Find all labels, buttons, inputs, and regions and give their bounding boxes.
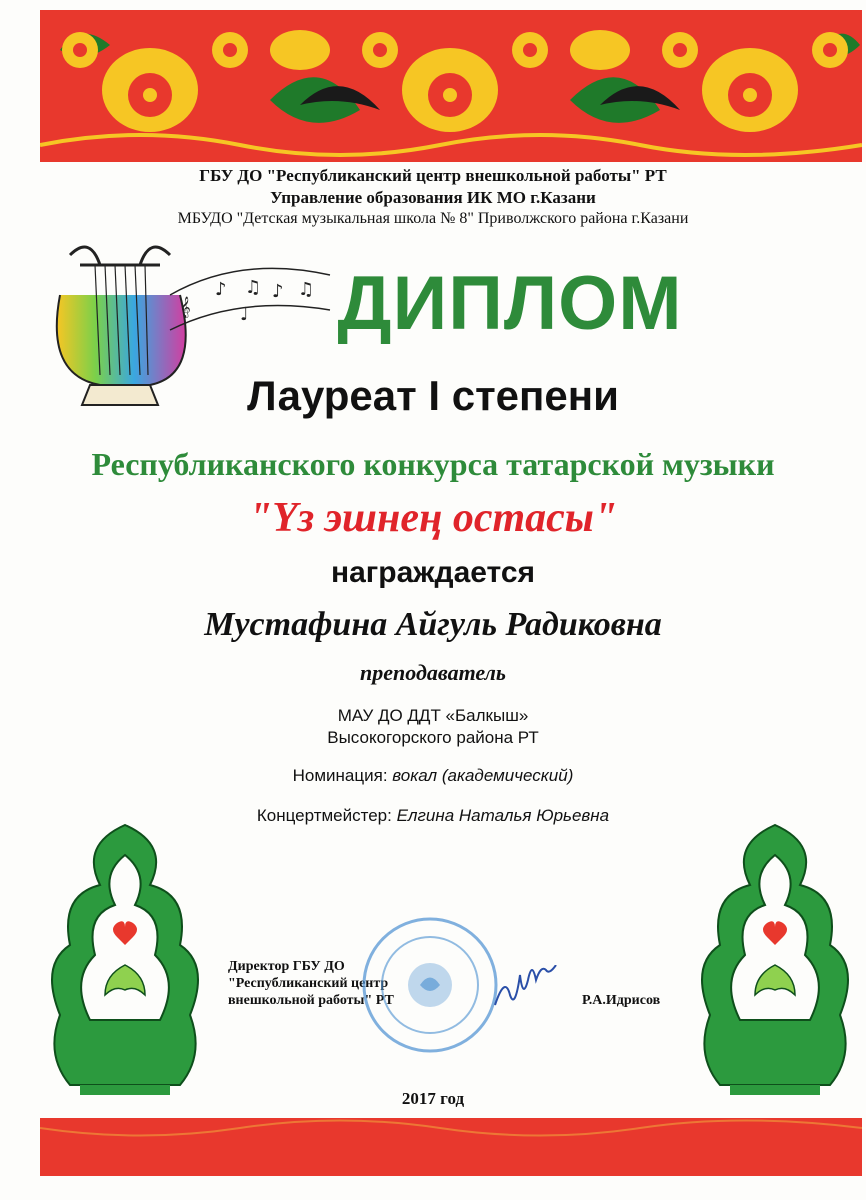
laureate-degree: Лауреат I степени	[247, 372, 619, 419]
org-line-3: МБУДО "Детская музыкальная школа № 8" Приволжского района г.Казани	[177, 210, 689, 227]
recipient-name: Мустафина Айгуль Радиковна	[204, 606, 662, 643]
nomination-label: Номинация:	[292, 766, 388, 785]
accompanist-value: Елгина Наталья Юрьевна	[396, 806, 610, 825]
nomination-value: вокал (академический)	[392, 766, 574, 785]
svg-text:𝄞: 𝄞	[180, 297, 191, 318]
institution-line-1: МАУ ДО ДДТ «Балкыш»	[337, 706, 529, 725]
director-line-3: внешкольной работы" РТ	[228, 993, 394, 1008]
svg-text:♩: ♩	[240, 304, 249, 325]
svg-text:♪: ♪	[215, 279, 227, 300]
bottom-ornament-band	[40, 1118, 862, 1176]
recipient-position: преподаватель	[360, 660, 506, 685]
director-name: Р.А.Идрисов	[582, 993, 661, 1008]
handwritten-signature-icon	[490, 965, 560, 1015]
svg-text:♫: ♫	[298, 279, 315, 300]
bottom-band-pattern-icon	[40, 1118, 862, 1176]
svg-text:♪: ♪	[272, 281, 284, 302]
right-tatar-ornament-icon	[690, 815, 860, 1115]
awarded-label: награждается	[330, 556, 536, 589]
org-line-2: Управление образования ИК МО г.Казани	[270, 188, 596, 207]
left-tatar-ornament-icon	[40, 815, 210, 1115]
org-line-1: ГБУ ДО "Республиканский центр внешкольной работы" РТ	[199, 166, 667, 185]
director-line-1: Директор ГБУ ДО	[228, 959, 345, 974]
year: 2017 год	[401, 1089, 465, 1108]
director-line-2: "Республиканский центр	[228, 976, 389, 991]
svg-text:♫: ♫	[245, 277, 262, 298]
diploma-title: ДИПЛОМ	[337, 261, 683, 346]
official-stamp-icon	[360, 915, 500, 1055]
contest-name: "Үз эшнең остасы"	[248, 495, 618, 541]
institution-line-2: Высокогорского района РТ	[327, 728, 539, 747]
floral-ornament-icon	[40, 10, 862, 162]
top-ornament-band	[40, 10, 862, 162]
nomination	[0, 766, 866, 786]
contest-title: Республиканского конкурса татарской музыки	[91, 446, 775, 482]
accompanist-label: Концертмейстер:	[256, 806, 392, 825]
